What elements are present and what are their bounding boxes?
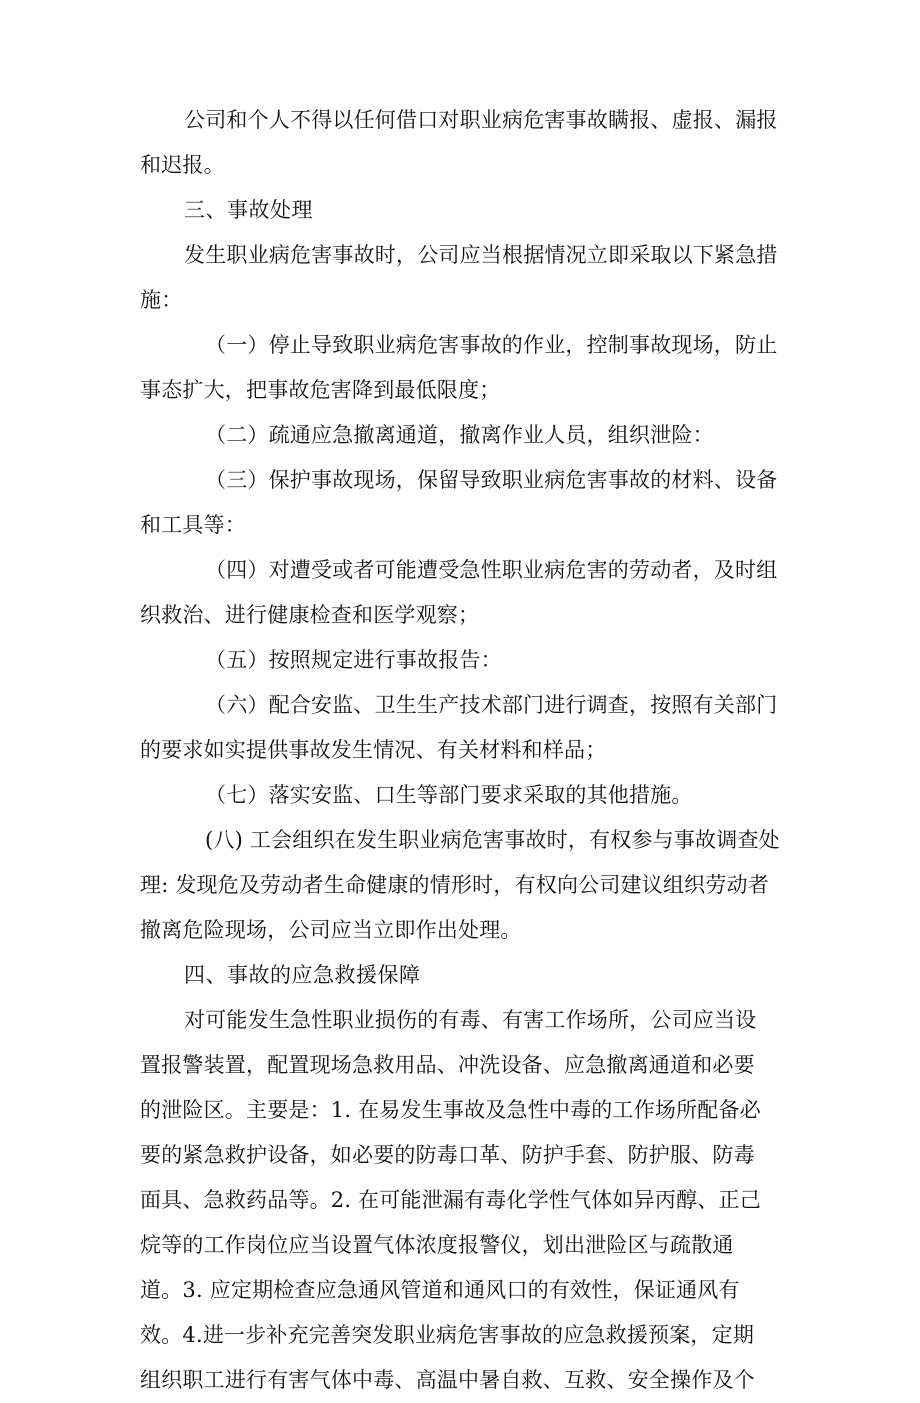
text-line: 的泄险区。主要是：1. 在易发生事故及急性中毒的工作场所配备必 — [140, 1098, 761, 1122]
text-line: 效。4.进一步补充完善突发职业病危害事故的应急救援预案，定期 — [140, 1323, 755, 1347]
text-line: （三）保护事故现场，保留导致职业病危害事故的材料、设备 — [205, 468, 778, 492]
text-line: 烷等的工作岗位应当设置气体浓度报警仪，划出泄险区与疏散通 — [140, 1233, 734, 1257]
text-line: 公司和个人不得以任何借口对职业病危害事故瞒报、虚报、漏报 — [184, 108, 778, 132]
text-line: 和迟报。 — [140, 153, 225, 177]
text-line: 的要求如实提供事故发生情况、有关材料和样品； — [140, 738, 607, 762]
text-line: 面具、急救药品等。2. 在可能泄漏有毒化学性气体如异丙醇、正己 — [140, 1188, 761, 1212]
text-line: 发生职业病危害事故时，公司应当根据情况立即采取以下紧急措 — [184, 243, 778, 267]
text-line: 要的紧急救护设备，如必要的防毒口革、防护手套、防护服、防毒 — [140, 1143, 755, 1167]
section-heading: 四、事故的应急救援保障 — [184, 963, 421, 987]
text-line: （一）停止导致职业病危害事故的作业，控制事故现场，防止 — [205, 333, 778, 357]
text-line: 道。3. 应定期检查应急通风管道和通风口的有效性，保证通风有 — [140, 1278, 740, 1302]
text-line: 撤离危险现场，公司应当立即作出处理。 — [140, 918, 522, 942]
section-heading: 三、事故处理 — [184, 198, 313, 222]
text-line: 对可能发生急性职业损伤的有毒、有害工作场所，公司应当设 — [184, 1008, 757, 1032]
text-line: 事态扩大，把事故危害降到最低限度； — [140, 378, 501, 402]
text-line: 和工具等： — [140, 513, 246, 537]
text-line: 置报警装置，配置现场急救用品、冲洗设备、应急撤离通道和必要 — [140, 1053, 755, 1077]
text-line: 织救治、进行健康检查和医学观察； — [140, 603, 480, 627]
text-line: （四）对遭受或者可能遭受急性职业病危害的劳动者，及时组 — [205, 558, 778, 582]
text-line: （六）配合安监、卫生生产技术部门进行调查，按照有关部门 — [205, 693, 778, 717]
text-line: (八) 工会组织在发生职业病危害事故时，有权参与事故调查处 — [205, 828, 780, 852]
text-line: 理: 发现危及劳动者生命健康的情形时，有权向公司建议组织劳动者 — [140, 873, 769, 897]
text-line: （五）按照规定进行事故报告： — [205, 648, 502, 672]
text-line: 组织职工进行有害气体中毒、高温中暑自救、互救、安全操作及个 — [140, 1368, 755, 1392]
document-body — [140, 98, 780, 1403]
text-line: 施： — [140, 288, 183, 312]
text-line: （二）疏通应急撤离通道，撤离作业人员，组织泄险： — [205, 423, 714, 447]
text-line: （七）落实安监、口生等部门要求采取的其他措施。 — [205, 783, 693, 807]
